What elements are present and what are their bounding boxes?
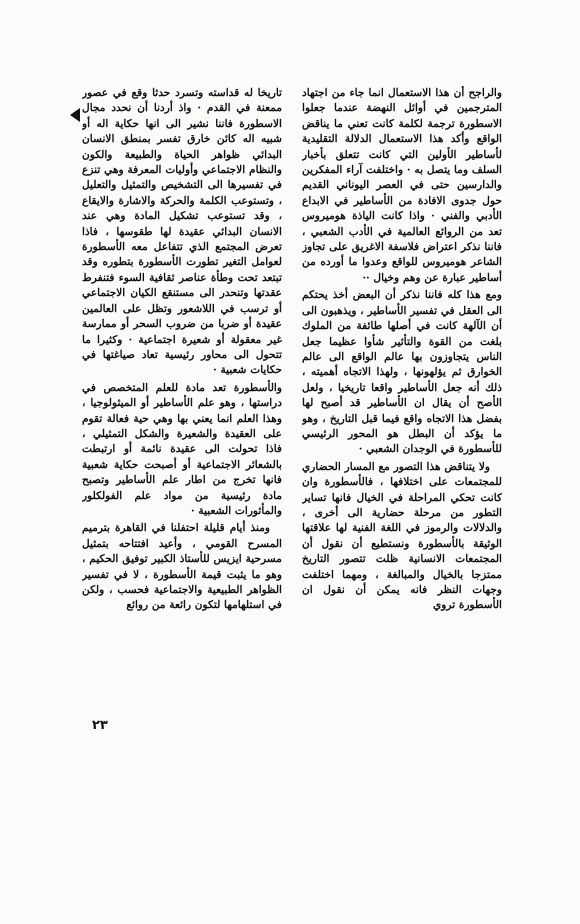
left-column [82,86,282,718]
left-column-paragraph-3: ومنذ أيام قليلة احتفلنا في القاهرة بترميم المسرح القومي ، وأعيد افتتاحه بتمثيل مسرحية ايزيس للأستاذ الكبير توفيق الحكيم ، وهو ما يثبت قيمة الأسطورة ، لا في تفسير الظواهر الطبيعية والاجتماعية فحسب ، ولكن في استلهامها لتكون رائعة من روائع [82,522,282,612]
right-column-paragraph-2: ومع هذا كله فاننا نذكر أن البعض أخذ يحتكم الى العقل في تفسير الأساطير ، ويذهبون الى أن الآلهة كانت في أصلها طائفة من الملوك بلغت من القوة والتأثير شأوا عظيما جعل الناس يتجاوزون بها عالم الواقع الى عالم الخوارق ثم يؤلهونها ، ولهذا الاتجاه أهميته ، ذلك أنه جعل الأساطير واقعا تاريخيا ، ولعل الأصح أن يقال ان الأساطير قد أصبح لها بفضل هذا الاتجاه واقع فيما قبل التاريخ ، وهو ما يؤكد أن البطل هو المحور الرئيسي للأسطورة في الوجدان الشعبي · [302,289,502,456]
right-column-paragraph-1: والراجح أن هذا الاستعمال انما جاء من اجتهاد المترجمين في أوائل النهضة عندما جعلوا الاسطورة ترجمة لكلمة كانت تعني ما يناقض الواقع وأكد هذا الاستعمال الدلالة التقليدية لأساطير الأولين التي كانت تتعلق بأخبار السلف وما يتصل به · واختلفت آراء المفكرين والدارسين حتى في العصر اليوناني القديم حول جدوى الافادة من الأساطير في الابداع الأدبي والفني · واذا كانت الياذة هوميروس تعد من الروائع العالمية في الأدب الشعبي ، فاننا نذكر اعتراض فلاسفة الاغريق على تجاوز الشاعر هوميروس للواقع وعدوا ما أورده من أساطير عبارة عن وهم وخيال ·· [302,87,502,284]
right-column-paragraph-3: ولا يتناقض هذا التصور مع المسار الحضاري للمجتمعات على اختلافها ، فالأسطورة وان كانت تحكي المراحلة في الخيال فانها تساير التطور من مرحلة حضارية الى أخرى ، والدلالات والرموز في اللغة الفنية لها علاقتها الوثيقة بالأسطورة ونستطيع أن نقول أن المجتمعات الانسانية ظلت تتصور التاريخ ممتزجا بالخيال والمبالغة ، ومهما اختلفت وجهات النظر فانه يمكن أن نقول ان الأسطورة تروي [302,460,502,612]
right-column [302,86,502,718]
page-marker-triangle-icon [70,108,80,122]
text-columns [82,86,502,718]
left-column-paragraph-2: والأسطورة تعد مادة للعلم المتخصص في دراستها ، وهو علم الأساطير أو الميثولوجيا ، وهذا العلم انما يعني بها وهي حية فعالة تقوم على العقيدة والشعيرة والشكل التمثيلي ، فاذا تحولت الى عقيدة نائمة أو ارتبطت بالشعائر الاجتماعية أو أصبحت حكاية شعبية فانها تخرج من اطار علم الأساطير وتصبح مادة رئيسية من مواد علم الفولكلور والمأثورات الشعبية · [82,381,282,517]
left-column-paragraph-1: تاريخا له قداسته وتسرد حدثا وقع في عصور ممعنة في القدم · واذ أردنا أن نحدد مجال الاسطورة فاننا نشير الى انها حكاية اله أو شبيه اله كائن خارق تفسر بمنطق الانسان البدائي ظواهر الحياة والطبيعة والكون والنظام الاجتماعي وأوليات المعرفة وهي تنزع في تفسيرها الى التشخيص والتمثيل والتعليل ، وتستوعب الكلمة والحركة والاشارة والايقاع ، وقد تستوعب تشكيل المادة وهي عند الانسان البدائي عقيدة لها طقوسها ، فاذا تعرض المجتمع الذي تتفاعل معه الأسطورة لعوامل التغير تطورت الأسطورة بتطوره وقد تبتعد تحت وطأة عناصر ثقافية السوء فتنفرط عقدتها وتنحدر الى مستنقع الكيان الاجتماعي أو ترسب في اللاشعور وتظل على العالمين عقيدة أو ضربا من ضروب السحر أو ممارسة غير معقولة أو شعيرة اجتماعية · وكثيرا ما تتحول الى محاور رئيسية تعاد صياغتها في حكايات شعبية · [82,87,282,377]
page-number: ٢٣ [92,718,108,733]
